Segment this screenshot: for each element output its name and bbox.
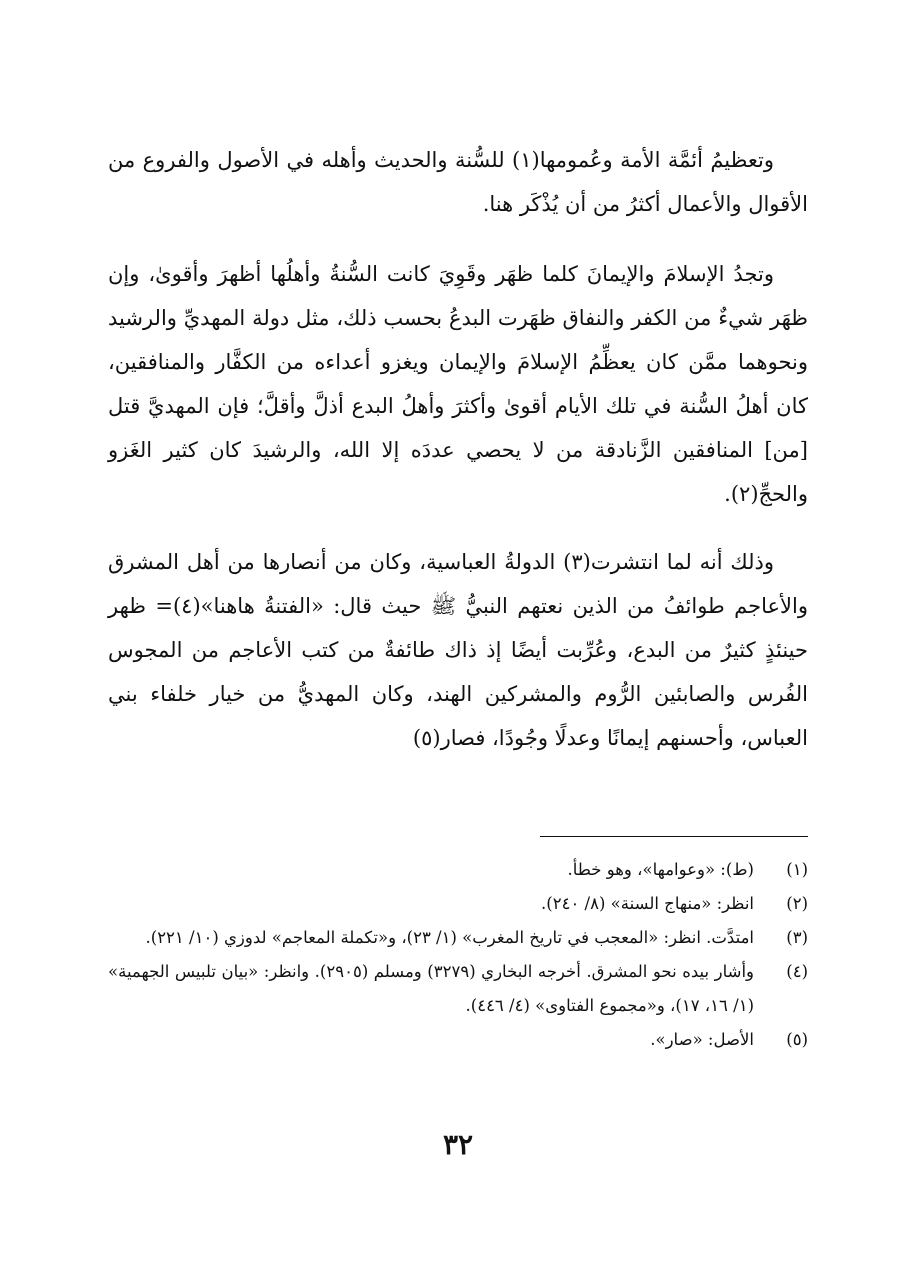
paragraph-1: وتعظيمُ أئمَّة الأمة وعُمومها(١) للسُّنة والحديث وأهله في الأصول والفروع من الأقوال والأعمال أكثرُ من أن يُذْكَر هنا. [108, 148, 808, 216]
footnote-number: (١) [786, 860, 808, 879]
footnote-number: (٤) [786, 962, 808, 981]
paragraph-2: وتجدُ الإسلامَ والإيمانَ كلما ظهَر وقَوِيَ كانت السُّنةُ وأهلُها أظهرَ وأقوىٰ، وإن ظهَر شيءٌ من الكفر والنفاق ظهَرت البدعُ بحسب ذلك، مثل دولة المهديِّ والرشيد ونحوهما ممَّن كان يعظِّمُ الإسلامَ والإيمان ويغزو أعداءه من الكفَّار والمنافقين، كان أهلُ السُّنة في تلك الأيام أقوىٰ وأكثرَ وأهلُ البدع أذلَّ وأقلَّ؛ فإن المهديَّ قتل [من] المنافقين الزَّنادقة من لا يحصي عددَه إلا الله، والرشيدَ كان كثير الغَزو والحجِّ(٢). [108, 262, 808, 506]
footnote-text: الأصل: «صار». [650, 1030, 754, 1049]
footnote-1 [108, 853, 808, 887]
footnote-text: امتدَّت. انظر: «المعجب في تاريخ المغرب» (١/ ٢٣)، و«تكملة المعاجم» لدوزي (١٠/ ٢٢١). [145, 928, 754, 947]
footnote-5 [108, 1023, 808, 1057]
page-number: ٣٢ [442, 1128, 474, 1161]
footnote-number: (٥) [786, 1030, 808, 1049]
footnote-text: انظر: «منهاج السنة» (٨/ ٢٤٠). [541, 894, 754, 913]
footnote-2 [108, 887, 808, 921]
footnotes-section [108, 836, 808, 1057]
footnote-3 [108, 921, 808, 955]
footnote-number: (٣) [786, 928, 808, 947]
footnote-text: (ط): «وعوامها»، وهو خطأ. [567, 860, 754, 879]
book-page [108, 138, 808, 1238]
footnote-4 [108, 955, 808, 1023]
footnote-text: وأشار بيده نحو المشرق. أخرجه البخاري (٣٢٧٩) ومسلم (٢٩٠٥). وانظر: «بيان تلبيس الجهمية» (١/ ١٦، ١٧)، و«مجموع الفتاوى» (٤/ ٤٤٦). [108, 962, 754, 1015]
footnote-separator [540, 836, 808, 837]
main-text [108, 138, 808, 760]
paragraph-3: وذلك أنه لما انتشرت(٣) الدولةُ العباسية، وكان من أنصارها من أهل المشرق والأعاجم طوائفُ من الذين نعتهم النبيُّ ﷺ حيث قال: «الفتنةُ هاهنا»(٤)= ظهر حينئذٍ كثيرٌ من البدع، وعُرِّبت أيضًا إذ ذاك طائفةٌ من كتب الأعاجم من المجوس الفُرس والصابئين الرُّوم والمشركين الهند، وكان المهديُّ من خيار خلفاء بني العباس، وأحسنهم إيمانًا وعدلًا وجُودًا، فصار(٥) [108, 550, 808, 750]
footnote-number: (٢) [786, 894, 808, 913]
